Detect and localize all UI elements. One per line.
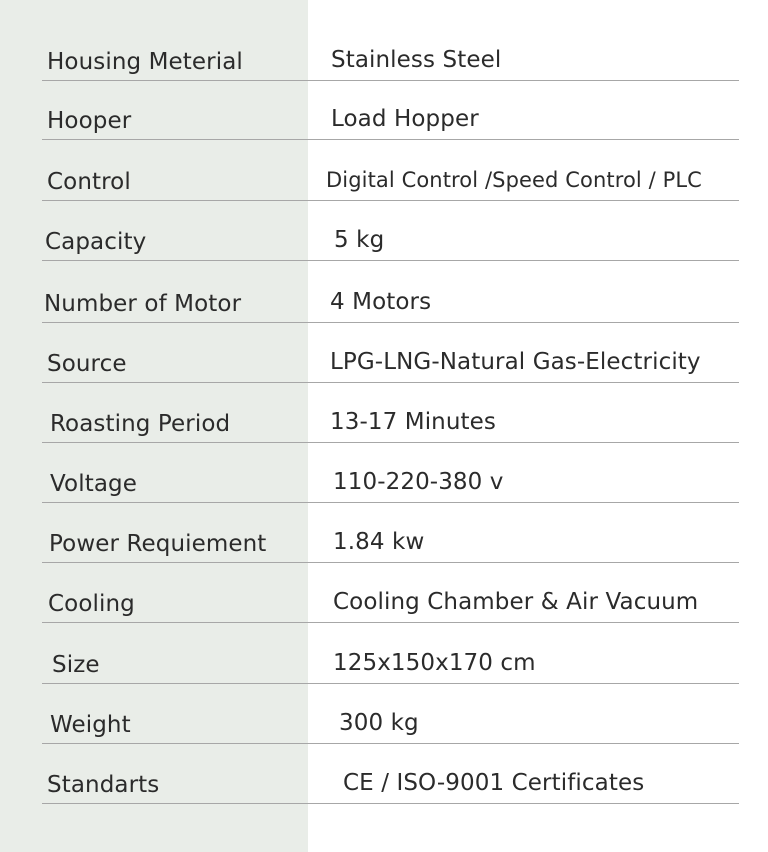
spec-value: 4 Motors bbox=[330, 289, 432, 315]
row-divider bbox=[42, 502, 739, 503]
spec-row-weight bbox=[0, 705, 768, 745]
spec-label: Control bbox=[47, 169, 131, 195]
spec-label: Power Requiement bbox=[49, 531, 267, 557]
row-divider bbox=[42, 442, 739, 443]
row-divider bbox=[42, 683, 739, 684]
spec-value: Cooling Chamber & Air Vacuum bbox=[333, 589, 699, 615]
spec-label: Source bbox=[47, 351, 127, 377]
spec-row-hopper bbox=[0, 101, 768, 141]
spec-value: Digital Control /Speed Control / PLC bbox=[326, 168, 702, 192]
spec-row-housing-material bbox=[0, 42, 768, 82]
spec-label: Voltage bbox=[50, 471, 137, 497]
spec-row-source bbox=[0, 344, 768, 384]
spec-label: Standarts bbox=[47, 772, 160, 798]
spec-row-number-of-motor bbox=[0, 284, 768, 324]
row-divider bbox=[42, 80, 739, 81]
spec-label: Roasting Period bbox=[50, 411, 231, 437]
spec-row-roasting-period bbox=[0, 404, 768, 444]
spec-value: 13-17 Minutes bbox=[330, 409, 496, 435]
row-divider bbox=[42, 322, 739, 323]
spec-label: Size bbox=[52, 652, 100, 678]
spec-value: CE / ISO-9001 Certificates bbox=[343, 770, 645, 796]
spec-row-power-requirement bbox=[0, 524, 768, 564]
spec-label: Capacity bbox=[45, 229, 147, 255]
row-divider bbox=[42, 803, 739, 804]
spec-value: 110-220-380 v bbox=[333, 469, 504, 495]
spec-row-standards bbox=[0, 765, 768, 805]
spec-value: Stainless Steel bbox=[331, 47, 502, 73]
spec-row-size bbox=[0, 645, 768, 685]
spec-value: 125x150x170 cm bbox=[333, 650, 536, 676]
row-divider bbox=[42, 200, 739, 201]
spec-row-control bbox=[0, 162, 768, 202]
spec-value: LPG-LNG-Natural Gas-Electricity bbox=[330, 349, 701, 375]
spec-value: 5 kg bbox=[334, 227, 385, 253]
row-divider bbox=[42, 622, 739, 623]
row-divider bbox=[42, 382, 739, 383]
spec-label: Hooper bbox=[47, 108, 132, 134]
row-divider bbox=[42, 260, 739, 261]
spec-label: Housing Meterial bbox=[47, 49, 243, 75]
spec-label: Cooling bbox=[48, 591, 135, 617]
spec-row-cooling bbox=[0, 584, 768, 624]
spec-row-capacity bbox=[0, 222, 768, 262]
spec-value: Load Hopper bbox=[331, 106, 479, 132]
spec-label: Number of Motor bbox=[44, 291, 242, 317]
spec-row-voltage bbox=[0, 464, 768, 504]
spec-label: Weight bbox=[50, 712, 131, 738]
spec-value: 300 kg bbox=[339, 710, 419, 736]
row-divider bbox=[42, 139, 739, 140]
row-divider bbox=[42, 562, 739, 563]
row-divider bbox=[42, 743, 739, 744]
spec-value: 1.84 kw bbox=[333, 529, 425, 555]
